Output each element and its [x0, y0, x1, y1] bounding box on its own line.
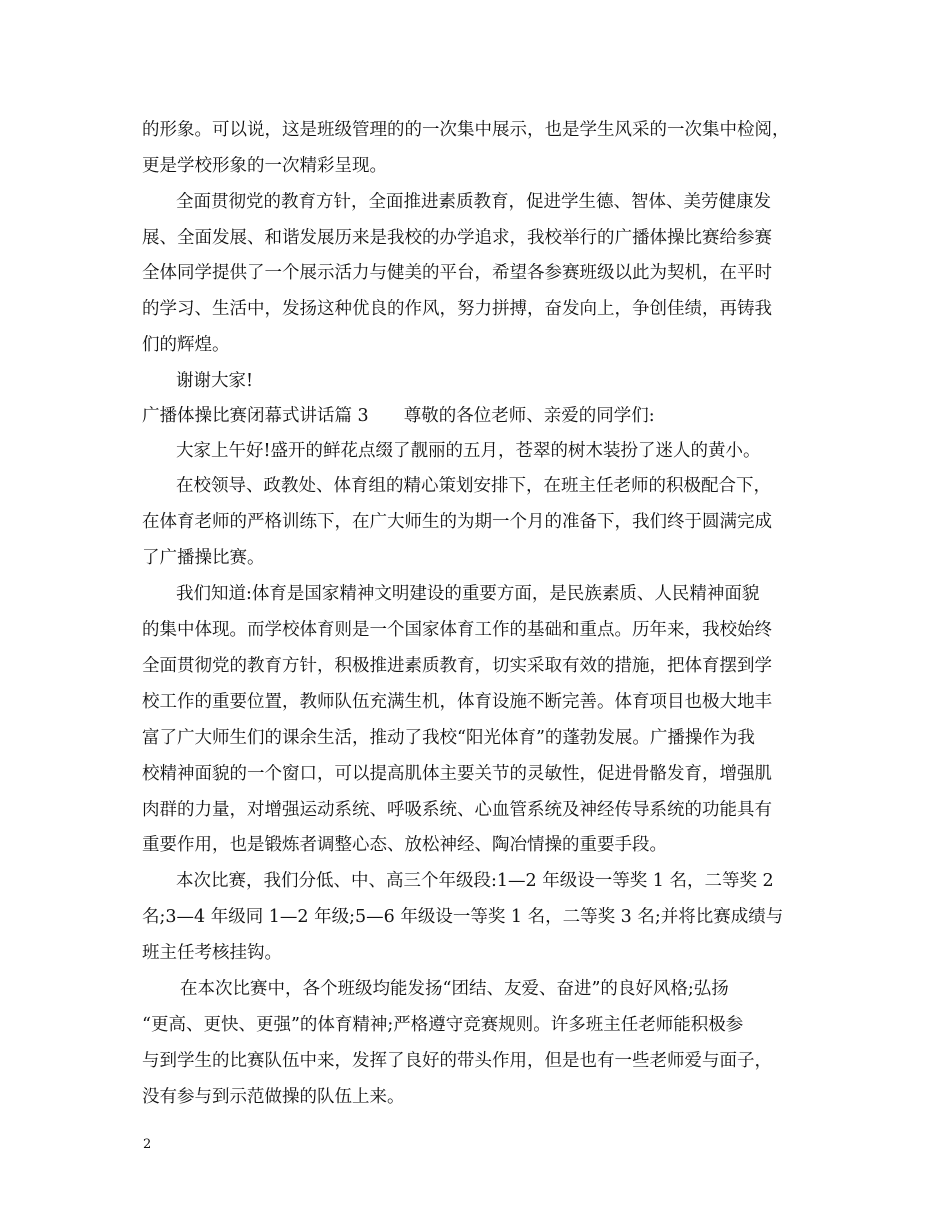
text-line: 谢谢大家! [176, 371, 254, 391]
text-line: 重要作用，也是锻炼者调整心态、放松神经、陶冶情操的重要手段。 [142, 835, 667, 855]
text-line: 在校领导、政教处、体育组的精心策划安排下，在班主任老师的积极配合下， [176, 476, 771, 496]
text-line: 与到学生的比赛队伍中来，发挥了良好的带头作用，但是也有一些老师爱与面子， [142, 1051, 772, 1071]
text-line: 富了广大师生们的课余生活，推动了我校“阳光体育”的蓬勃发展。广播操作为我 [142, 728, 755, 748]
text-line: 本次比赛，我们分低、中、高三个年级段:1—2 年级设一等奖 1 名，二等奖 2 [176, 871, 774, 891]
text-line: 肉群的力量，对增强运动系统、呼吸系统、心血管系统及神经传导系统的功能具有 [142, 800, 772, 820]
text-line: 了广播操比赛。 [142, 548, 265, 568]
text-line: 我们知道:体育是国家精神文明建设的重要方面，是民族素质、人民精神面貌 [176, 584, 760, 604]
text-line: 班主任考核挂钩。 [142, 943, 282, 963]
text-line: 校工作的重要位置，教师队伍充满生机，体育设施不断完善。体育项目也极大地丰 [142, 692, 772, 712]
text-line: 全面贯彻党的教育方针，全面推进素质教育，促进学生德、智体、美劳健康发 [176, 192, 771, 212]
text-line: 全面贯彻党的教育方针，积极推进素质教育，切实采取有效的措施，把体育摆到学 [142, 656, 772, 676]
text-line: 展、全面发展、和谐发展历来是我校的办学追求，我校举行的广播体操比赛给参赛 [142, 228, 772, 248]
text-line: 大家上午好!盛开的鲜花点缀了靓丽的五月，苍翠的树木装扮了迷人的黄小。 [176, 441, 761, 461]
text-line: 的形象。可以说，这是班级管理的的一次集中展示，也是学生风采的一次集中检阅， [142, 120, 790, 140]
page-number: 2 [143, 1137, 152, 1152]
text-line: 全体同学提供了一个展示活力与健美的平台，希望各参赛班级以此为契机，在平时 [142, 263, 772, 283]
section-heading-line: 广播体操比赛闭幕式讲话篇 3 尊敬的各位老师、亲爱的同学们: [142, 406, 655, 426]
text-line: “更高、更快、更强”的体育精神;严格遵守竞赛规则。许多班主任老师能积极参 [142, 1015, 744, 1035]
text-line: 校精神面貌的一个窗口，可以提高肌体主要关节的灵敏性，促进骨骼发育，增强肌 [142, 764, 772, 784]
text-line: 更是学校形象的一次精彩呈现。 [142, 156, 387, 176]
text-line: 的集中体现。而学校体育则是一个国家体育工作的基础和重点。历年来，我校始终 [142, 620, 772, 640]
text-line: 的学习、生活中，发扬这种优良的作风，努力拼搏，奋发向上，争创佳绩，再铸我 [142, 299, 772, 319]
text-line: 名;3—4 年级同 1—2 年级;5—6 年级设一等奖 1 名，二等奖 3 名;并将比赛成绩与 [142, 907, 784, 927]
text-line: 在本次比赛中，各个班级均能发扬“团结、友爱、奋进”的良好风格;弘扬 [180, 979, 729, 999]
text-line: 没有参与到示范做操的队伍上来。 [142, 1087, 405, 1107]
text-line: 们的辉煌。 [142, 335, 230, 355]
text-line: 在体育老师的严格训练下，在广大师生的为期一个月的准备下，我们终于圆满完成 [142, 512, 772, 532]
